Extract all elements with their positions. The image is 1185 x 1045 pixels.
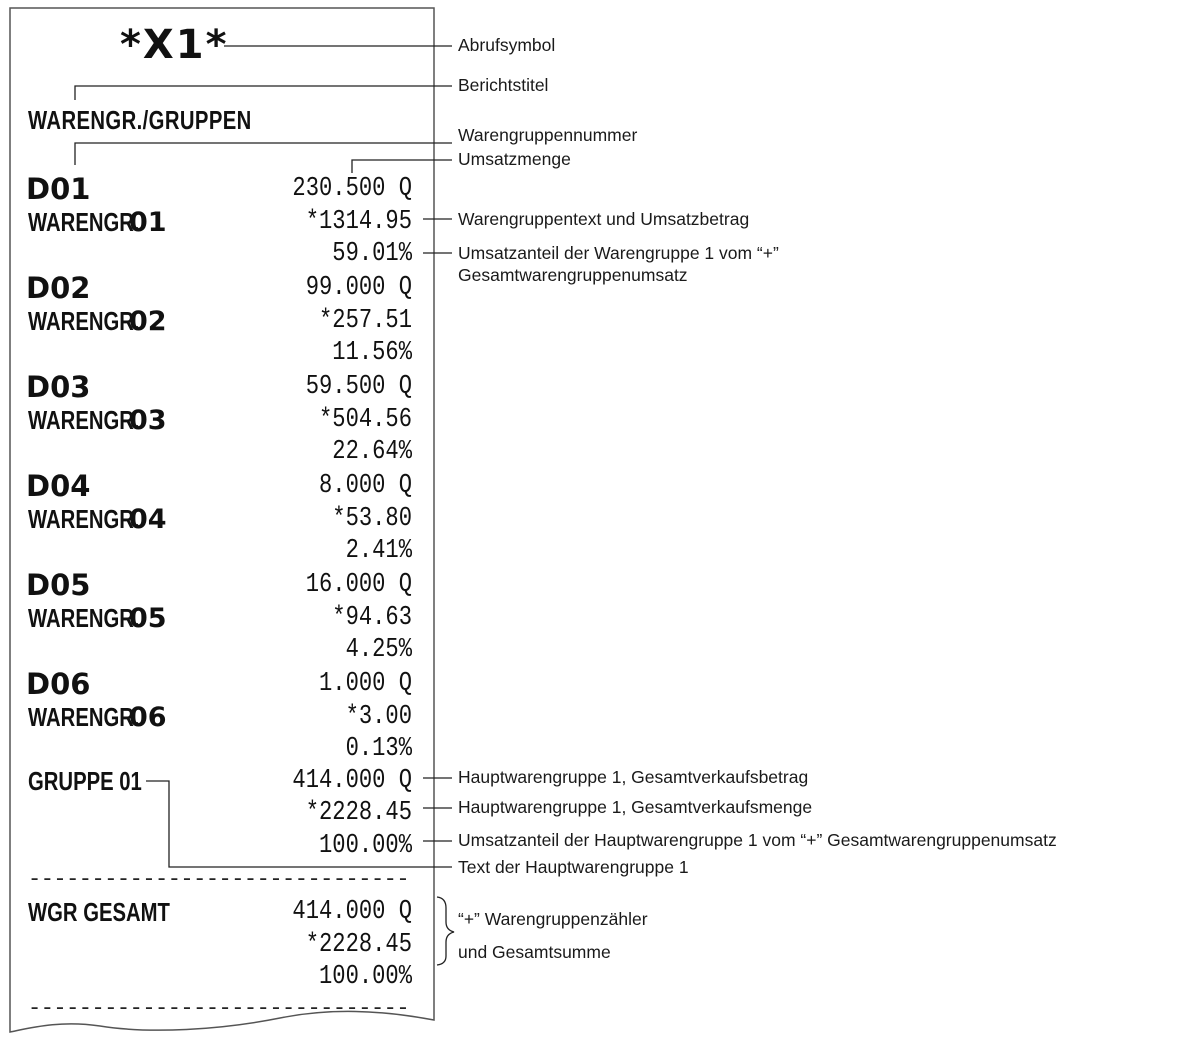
callout-zaehler-line1: “+” Warengruppenzähler bbox=[458, 909, 648, 929]
dept-pct: 4.25% bbox=[345, 635, 412, 665]
group-qty: 414.000 Q bbox=[292, 766, 412, 796]
dept-pct: 59.01% bbox=[332, 239, 412, 269]
dept-amount: *94.63 bbox=[332, 603, 412, 633]
dept-code: D01 bbox=[26, 172, 91, 206]
dept-pct: 2.41% bbox=[345, 536, 412, 566]
dept-code: D02 bbox=[26, 271, 91, 305]
group-pct: 100.00% bbox=[318, 831, 412, 861]
dept-number: 02 bbox=[129, 306, 167, 337]
dept-text: WARENGR. bbox=[28, 702, 140, 732]
group-label: GRUPPE 01 bbox=[28, 766, 142, 796]
dept-qty: 99.000 Q bbox=[305, 273, 412, 303]
dept-qty: 1.000 Q bbox=[318, 669, 412, 699]
dept-pct: 0.13% bbox=[345, 734, 412, 764]
callout-umsatzanteil-line2: Gesamtwarengruppenumsatz bbox=[458, 265, 688, 285]
dept-number: 03 bbox=[129, 405, 167, 436]
dept-amount: *3.00 bbox=[345, 702, 412, 732]
dept-text: WARENGR. bbox=[28, 306, 140, 336]
separator-line: ------------------------------ bbox=[28, 996, 410, 1021]
total-pct: 100.00% bbox=[318, 962, 412, 992]
dept-amount: *53.80 bbox=[332, 504, 412, 534]
dept-number: 01 bbox=[129, 207, 167, 238]
dept-pct: 11.56% bbox=[332, 338, 412, 368]
dept-amount: *1314.95 bbox=[305, 207, 412, 237]
dept-code: D06 bbox=[26, 667, 91, 701]
callout-warengruppennummer: Warengruppennummer bbox=[458, 125, 638, 145]
group-amount: *2228.45 bbox=[305, 798, 412, 828]
dept-code: D03 bbox=[26, 370, 91, 404]
dept-amount: *257.51 bbox=[318, 306, 412, 336]
callout-haupt-anteil: Umsatzanteil der Hauptwarengruppe 1 vom “+” Gesamtwarengruppenumsatz bbox=[458, 830, 1057, 850]
dept-number: 04 bbox=[129, 504, 167, 535]
report-symbol: *X1* bbox=[120, 22, 229, 68]
total-brace bbox=[437, 897, 454, 965]
separator-line: ------------------------------ bbox=[28, 867, 410, 892]
dept-text: WARENGR. bbox=[28, 603, 140, 633]
total-qty: 414.000 Q bbox=[292, 897, 412, 927]
dept-code: D05 bbox=[26, 568, 91, 602]
callout-abrufsymbol: Abrufsymbol bbox=[458, 35, 556, 55]
dept-qty: 59.500 Q bbox=[305, 372, 412, 402]
dept-text: WARENGR. bbox=[28, 207, 140, 237]
dept-text: WARENGR. bbox=[28, 504, 140, 534]
dept-qty: 230.500 Q bbox=[292, 174, 412, 204]
callout-warengruppentext: Warengruppentext und Umsatzbetrag bbox=[458, 209, 750, 229]
callout-berichtstitel: Berichtstitel bbox=[458, 75, 549, 95]
dept-qty: 16.000 Q bbox=[305, 570, 412, 600]
dept-number: 05 bbox=[129, 603, 167, 634]
total-amount: *2228.45 bbox=[305, 930, 412, 960]
callout-haupt-betrag: Hauptwarengruppe 1, Gesamtverkaufsbetrag bbox=[458, 767, 809, 787]
callout-umsatzanteil-line1: Umsatzanteil der Warengruppe 1 vom “+” bbox=[458, 243, 779, 263]
dept-text: WARENGR. bbox=[28, 405, 140, 435]
dept-amount: *504.56 bbox=[318, 405, 412, 435]
callout-umsatzmenge: Umsatzmenge bbox=[458, 149, 571, 169]
callout-haupt-text: Text der Hauptwarengruppe 1 bbox=[458, 857, 689, 877]
dept-pct: 22.64% bbox=[332, 437, 412, 467]
report-title: WARENGR./GRUPPEN bbox=[28, 105, 252, 135]
total-label: WGR GESAMT bbox=[28, 897, 170, 927]
dept-number: 06 bbox=[129, 702, 167, 733]
dept-code: D04 bbox=[26, 469, 91, 503]
dept-qty: 8.000 Q bbox=[318, 471, 412, 501]
callout-zaehler-line2: und Gesamtsumme bbox=[458, 942, 611, 962]
callout-haupt-menge: Hauptwarengruppe 1, Gesamtverkaufsmenge bbox=[458, 797, 813, 817]
